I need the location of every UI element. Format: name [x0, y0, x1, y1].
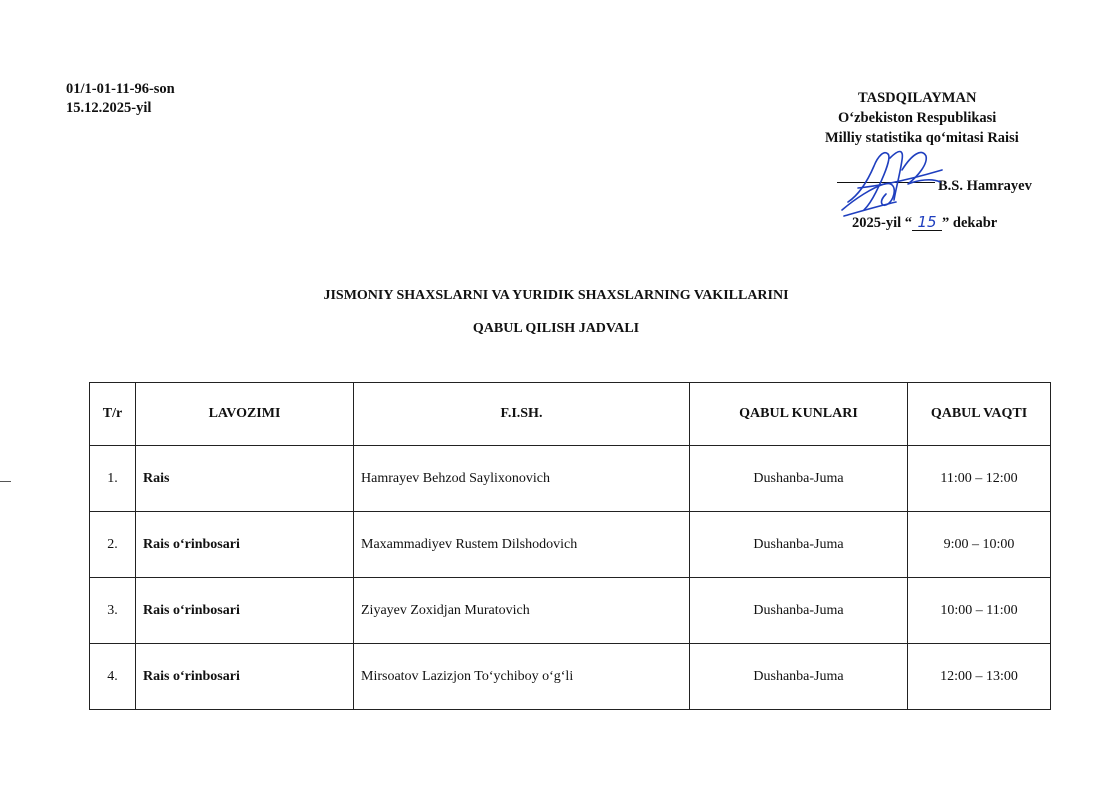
- column-header-full-name: F.I.SH.: [354, 383, 690, 446]
- handwritten-signature: [838, 140, 956, 222]
- approval-date-suffix: ” dekabr: [942, 215, 998, 231]
- full-name-cell: Hamrayev Behzod Saylixonovich: [354, 446, 690, 512]
- column-header-reception-time: QABUL VAQTI: [908, 383, 1051, 446]
- table-row: [90, 644, 1051, 710]
- reception-days-cell: Dushanba-Juma: [690, 512, 908, 578]
- schedule-title-line-2: QABUL QILISH JADVALI: [472, 321, 640, 336]
- margin-mark: [0, 481, 11, 482]
- document-reference: [66, 80, 175, 118]
- column-header-reception-days: QABUL KUNLARI: [690, 383, 908, 446]
- reception-time-cell: 9:00 – 10:00: [908, 512, 1051, 578]
- table-header-row: [90, 383, 1051, 446]
- position-cell: Rais o‘rinbosari: [136, 512, 354, 578]
- signatory-name: B.S. Hamrayev: [938, 178, 1032, 194]
- row-number: 1.: [90, 446, 136, 512]
- reception-days-cell: Dushanba-Juma: [690, 644, 908, 710]
- row-number: 2.: [90, 512, 136, 578]
- approval-date-prefix: 2025-yil “: [852, 215, 913, 231]
- column-header-number: T/r: [90, 383, 136, 446]
- schedule-title-line-1: JISMONIY SHAXSLARNI VA YURIDIK SHAXSLARNING VAKILLARINI: [323, 288, 789, 303]
- position-cell: Rais o‘rinbosari: [136, 578, 354, 644]
- reception-time-cell: 10:00 – 11:00: [908, 578, 1051, 644]
- position-cell: Rais: [136, 446, 354, 512]
- position-cell: Rais o‘rinbosari: [136, 644, 354, 710]
- approval-heading: TASDQILAYMAN: [858, 90, 977, 106]
- full-name-cell: Mirsoatov Lazizjon To‘ychiboy o‘g‘li: [354, 644, 690, 710]
- reception-schedule-table: [89, 382, 1051, 710]
- table-row: [90, 512, 1051, 578]
- full-name-cell: Ziyayev Zoxidjan Muratovich: [354, 578, 690, 644]
- reception-days-cell: Dushanba-Juma: [690, 578, 908, 644]
- approval-line-1: O‘zbekiston Respublikasi: [838, 110, 997, 126]
- row-number: 4.: [90, 644, 136, 710]
- reception-days-cell: Dushanba-Juma: [690, 446, 908, 512]
- reception-time-cell: 12:00 – 13:00: [908, 644, 1051, 710]
- approval-line-2: Milliy statistika qo‘mitasi Raisi: [825, 130, 1019, 146]
- table-row: [90, 446, 1051, 512]
- row-number: 3.: [90, 578, 136, 644]
- full-name-cell: Maxammadiyev Rustem Dilshodovich: [354, 512, 690, 578]
- document-date: 15.12.2025-yil: [66, 100, 152, 116]
- reception-time-cell: 11:00 – 12:00: [908, 446, 1051, 512]
- table-row: [90, 578, 1051, 644]
- document-number: 01/1-01-11-96-son: [66, 81, 175, 97]
- column-header-position: LAVOZIMI: [136, 383, 354, 446]
- approval-date-day: 15: [912, 215, 942, 231]
